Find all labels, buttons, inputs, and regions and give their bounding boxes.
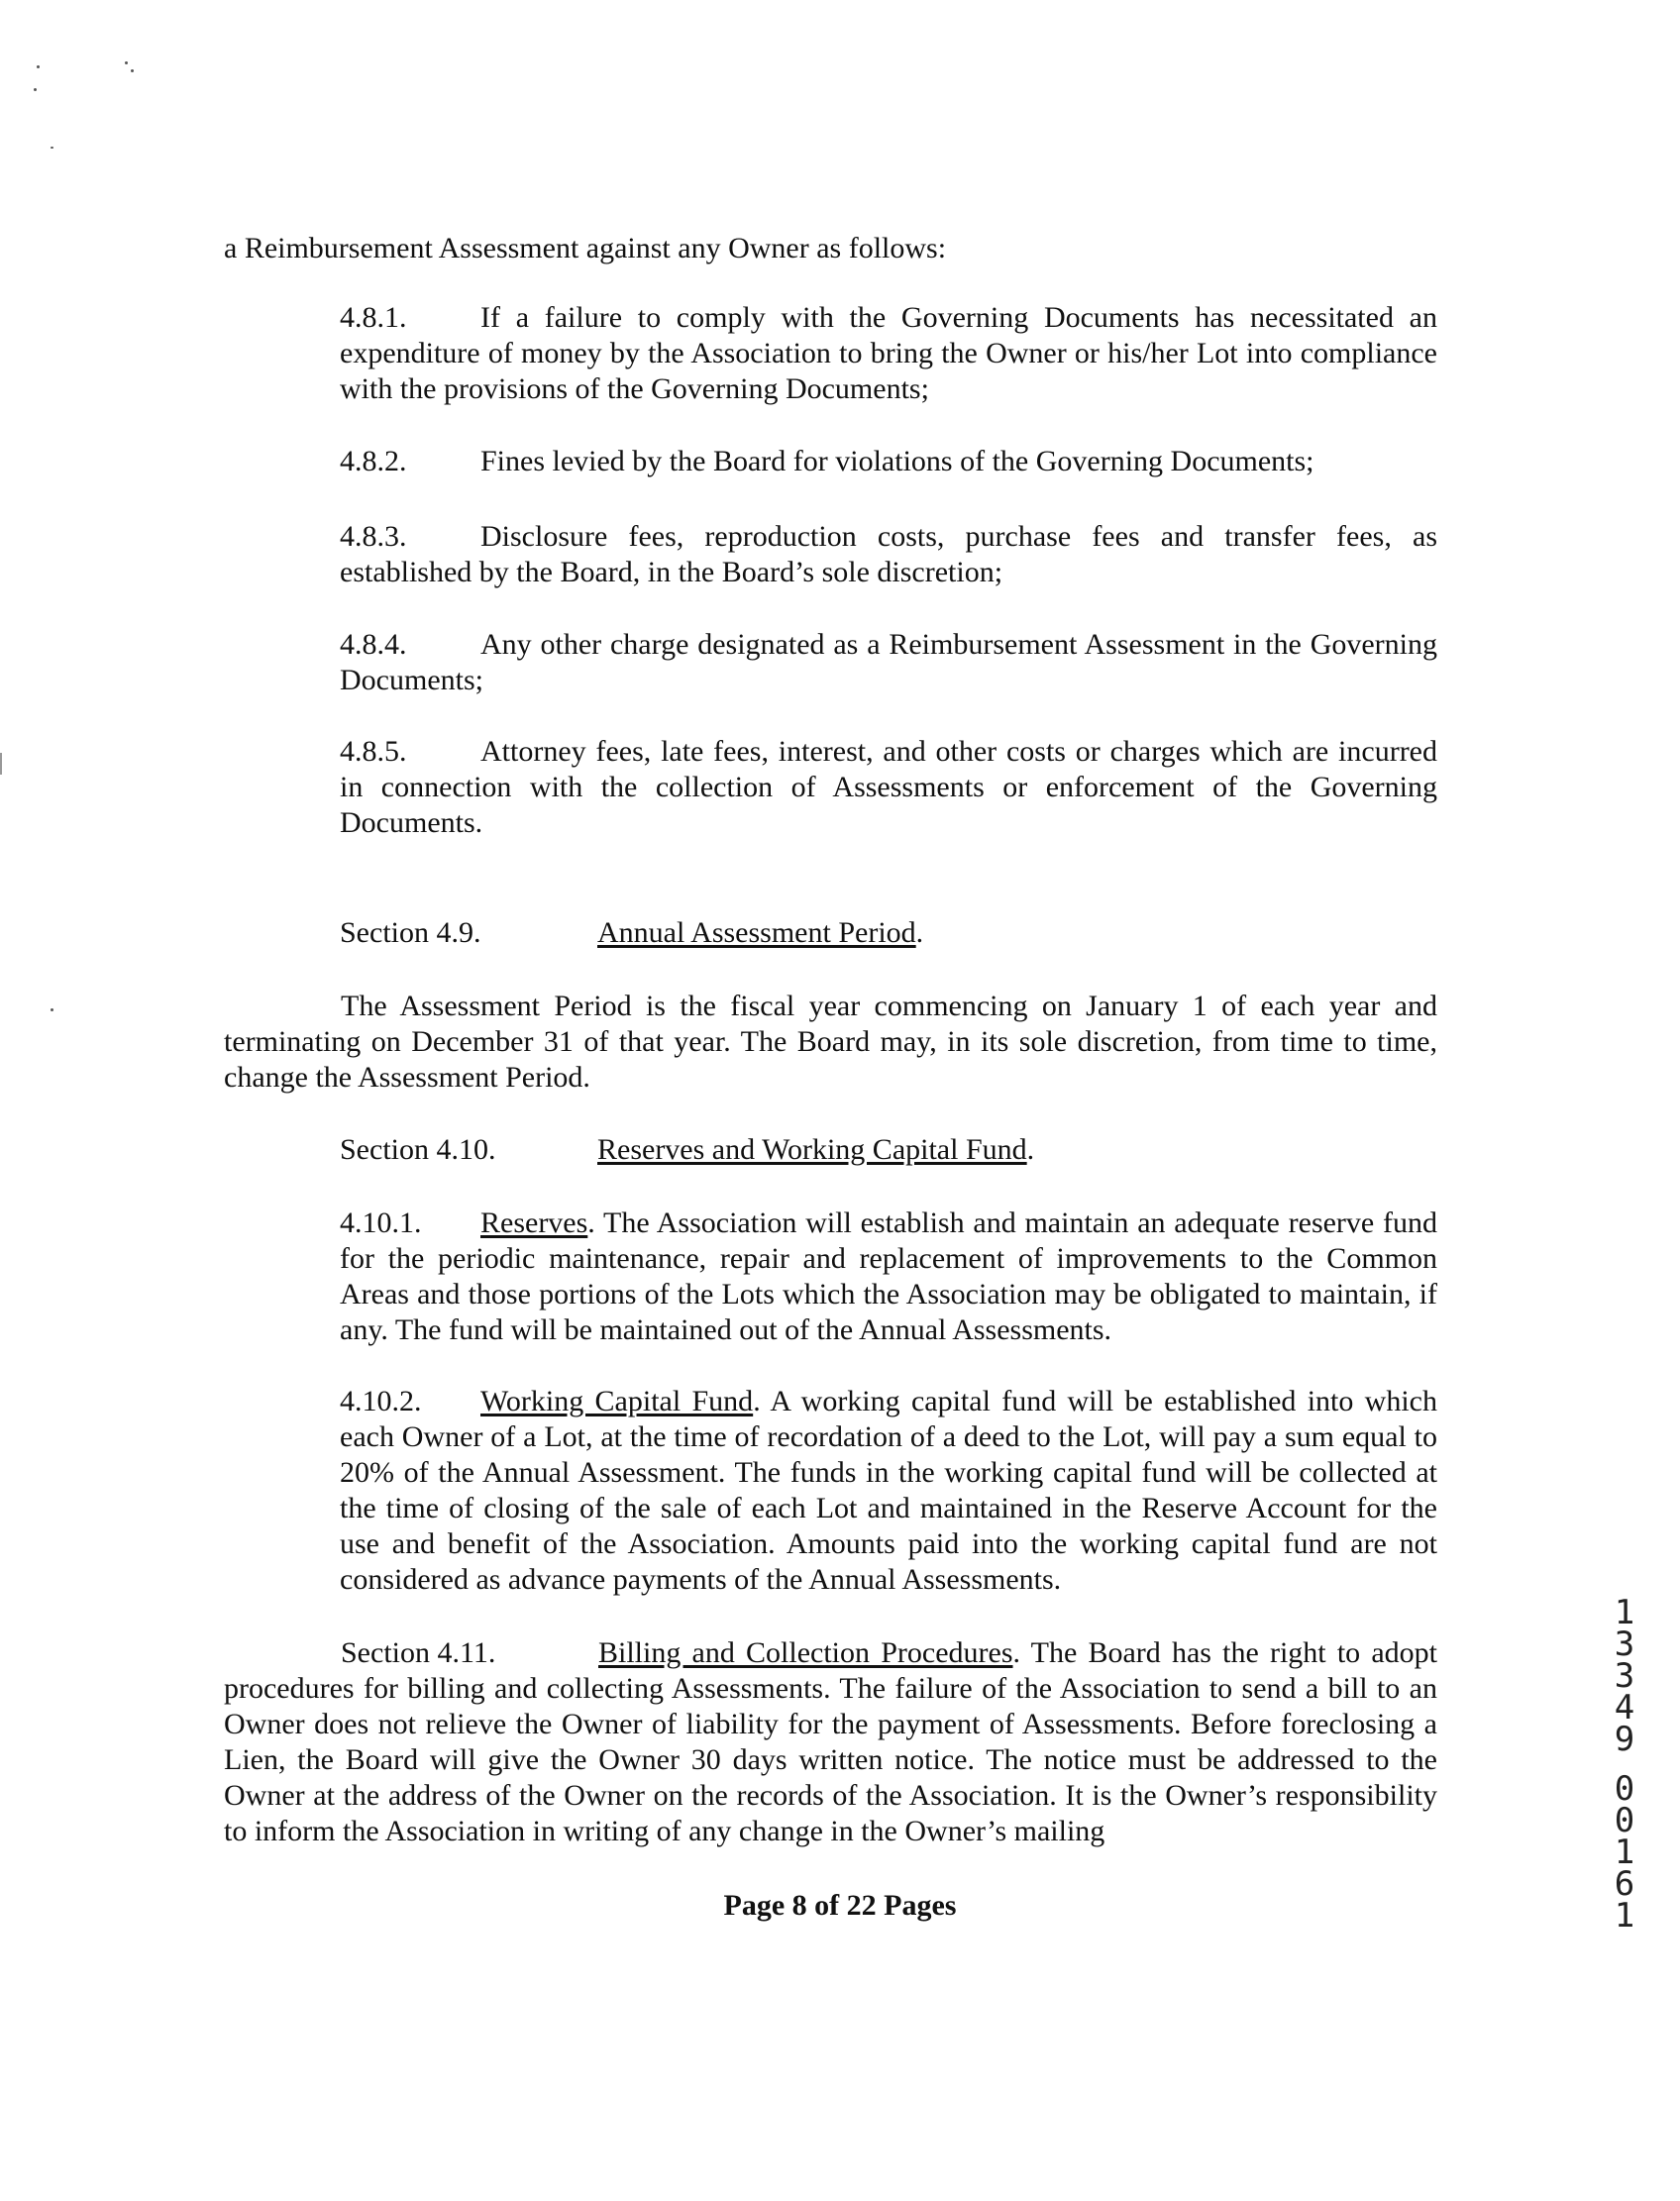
section-title: Annual Assessment Period: [597, 916, 916, 949]
item-text: . The Association will establish and maintain an adequate reserve fund for the periodic maintenance, repair and replacement of improvements to the Common Areas and those portions of the Lots which the Association may be obligated to maintain, if any. The fund will be maintained out of the Annual Assessments.: [340, 1206, 1437, 1346]
item-number: 4.10.2.: [340, 1385, 422, 1417]
section-4-10-heading: [340, 1132, 1034, 1168]
subsection-title: Working Capital Fund: [480, 1385, 754, 1417]
stamp-digit: 1: [1614, 1593, 1635, 1632]
item-number: 4.8.2.: [340, 445, 407, 477]
stamp-digit: 1: [1614, 1833, 1635, 1872]
item-number: 4.10.1.: [340, 1206, 422, 1239]
item-number: 4.8.4.: [340, 628, 407, 661]
scan-edge-mark: [0, 753, 2, 775]
scan-speck: [51, 1008, 53, 1011]
item-text: . A working capital fund will be established into which each Owner of a Lot, at the time of recordation of a deed to the Lot, will pay a sum equal to 20% of the Annual Assessment. The funds in the working capital fund will be collected at the time of closing of the sale of each Lot and maintained in the Reserve Account for the use and benefit of the Association. Amounts paid into the working capital fund are not considered as advance payments of the Annual Assessments.: [340, 1385, 1437, 1596]
stamp-digit: 3: [1614, 1625, 1635, 1664]
list-item-4-8-1: [340, 300, 1437, 407]
section-number: Section 4.9.: [340, 916, 481, 949]
stamp-digit: 1: [1614, 1896, 1635, 1936]
section-body-text: . The Board has the right to adopt procedures for billing and collecting Assessments. The failure of the Association to send a bill to an Owner does not relieve the Owner of liability for the payment of Assessments. Before foreclosing a Lien, the Board will give the Owner 30 days written notice. The notice must be addressed to the Owner at the address of the Owner on the records of the Association. It is the Owner’s responsibility to inform the Association in writing of any change in the Owner’s mailing: [224, 1636, 1438, 1847]
section-title-period: .: [915, 916, 924, 949]
scan-speck: [37, 65, 40, 68]
section-title-period: .: [1026, 1133, 1035, 1166]
stamp-digit: 4: [1614, 1688, 1635, 1728]
section-title: Reserves and Working Capital Fund: [597, 1133, 1027, 1166]
stamp-digit: 6: [1614, 1864, 1635, 1904]
list-item-4-8-5: [340, 734, 1437, 841]
item-number: 4.8.3.: [340, 520, 407, 553]
section-number: Section 4.11.: [341, 1636, 496, 1669]
stamp-digit: 9: [1614, 1720, 1635, 1759]
intro-line: a Reimbursement Assessment against any Owner as follows:: [224, 232, 947, 264]
subsection-4-10-2: [340, 1384, 1437, 1598]
stamp-digit: 0: [1614, 1801, 1635, 1840]
recording-stamp: [1605, 1593, 1644, 1936]
section-4-11-body: [224, 1635, 1437, 1849]
section-4-9-heading: [340, 915, 923, 951]
item-text: Any other charge designated as a Reimbursement Assessment in the Governing Documents;: [340, 628, 1437, 696]
item-text: If a failure to comply with the Governing Documents has necessitated an expenditure of money by the Association to bring the Owner or his/her Lot into compliance with the provisions of the Governing Documents;: [340, 301, 1437, 405]
item-number: 4.8.5.: [340, 735, 407, 768]
item-number: 4.8.1.: [340, 301, 407, 334]
stamp-digit: 3: [1614, 1656, 1635, 1696]
section-title: Billing and Collection Procedures: [598, 1636, 1013, 1669]
section-number: Section 4.10.: [340, 1133, 496, 1166]
section-4-9-body: [224, 989, 1437, 1096]
subsection-title: Reserves: [480, 1206, 588, 1239]
list-item-4-8-2: [340, 444, 1437, 479]
item-text: Disclosure fees, reproduction costs, purchase fees and transfer fees, as established by the Board, in the Board’s sole discretion;: [340, 520, 1437, 588]
scan-speck: [51, 147, 53, 149]
item-text: Fines levied by the Board for violations of the Governing Documents;: [480, 445, 1314, 477]
list-item-4-8-4: [340, 627, 1437, 698]
section-body-text: The Assessment Period is the fiscal year commencing on January 1 of each year and terminating on December 31 of that year. The Board may, in its sole discretion, from time to time, change the Assessment Period.: [224, 990, 1437, 1094]
scan-speck: [131, 69, 134, 72]
stamp-digit: 0: [1614, 1769, 1635, 1809]
scan-speck: [34, 88, 37, 91]
scan-speck: [125, 61, 128, 64]
subsection-4-10-1: [340, 1205, 1437, 1348]
item-text: Attorney fees, late fees, interest, and other costs or charges which are incurred in connection with the collection of Assessments or enforcement of the Governing Documents.: [340, 735, 1437, 839]
list-item-4-8-3: [340, 519, 1437, 590]
page-footer: Page 8 of 22 Pages: [723, 1889, 957, 1922]
